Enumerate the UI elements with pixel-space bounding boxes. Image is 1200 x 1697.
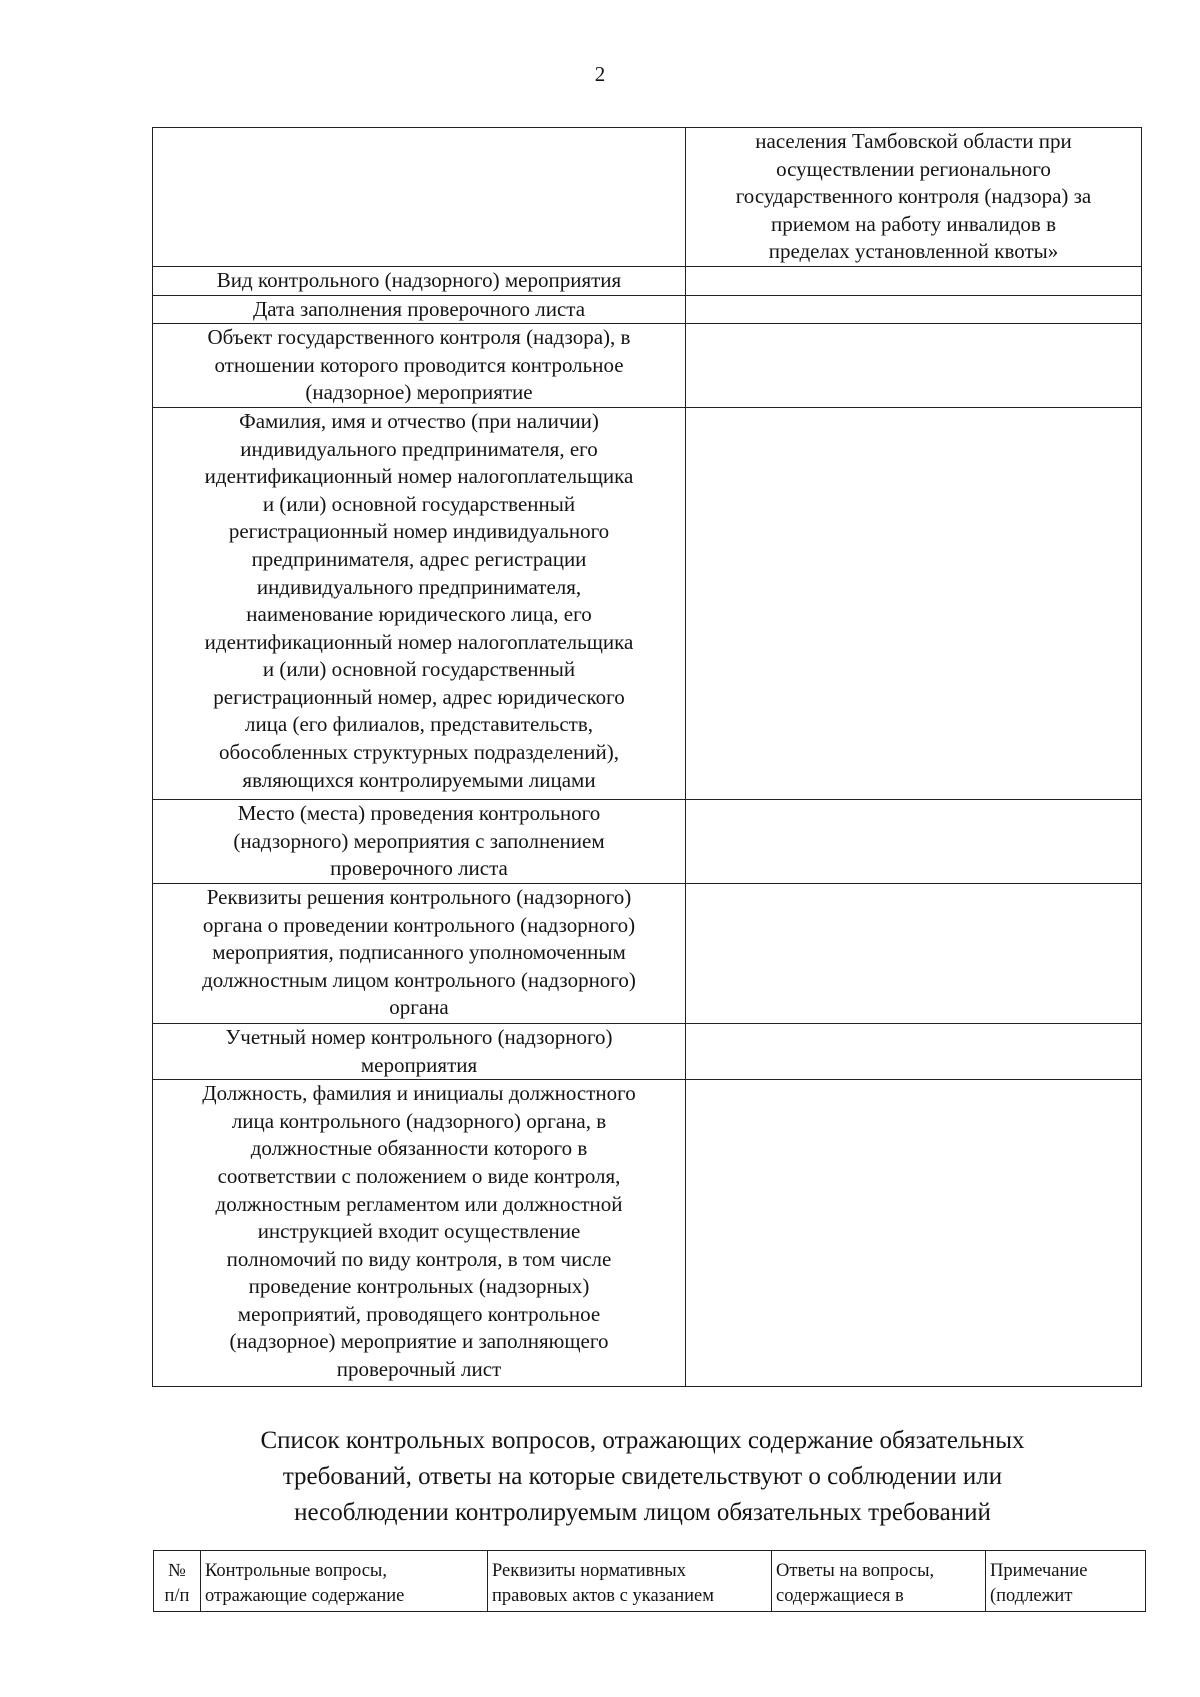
value-cell xyxy=(686,128,1142,267)
value-cell xyxy=(686,295,1142,324)
label-line: отношении которого проводится контрольное xyxy=(214,352,624,377)
header-line: (подлежит xyxy=(990,1586,1073,1606)
label-line: лица (его филиалов, представительств, xyxy=(244,712,594,737)
table-row xyxy=(153,883,1142,1023)
label-line: Вид контрольного (надзорного) мероприятия xyxy=(216,267,622,292)
label-line: Фамилия, имя и отчество (при наличии) xyxy=(239,408,599,433)
label-line: предпринимателя, адрес регистрации xyxy=(251,546,587,571)
header-line: содержащиеся в xyxy=(776,1586,904,1606)
checklist-questions-title xyxy=(150,1423,1135,1531)
label-line: (надзорное) мероприятие xyxy=(305,380,533,405)
label-line: индивидуального предпринимателя, его xyxy=(240,436,598,461)
table-row xyxy=(153,407,1142,799)
column-header-number xyxy=(154,1551,201,1612)
label-cell xyxy=(153,1023,686,1079)
label-line: органа xyxy=(389,995,449,1020)
label-line: мероприятия, подписанного уполномоченным xyxy=(212,940,626,965)
label-line: органа о проведении контрольного (надзорного) xyxy=(202,912,636,937)
header-line: отражающие содержание xyxy=(205,1586,405,1606)
value-cell xyxy=(686,407,1142,799)
label-line: Дата заполнения проверочного листа xyxy=(252,296,586,321)
header-line: Контрольные вопросы, xyxy=(205,1561,387,1581)
column-header-legal-acts xyxy=(488,1551,772,1612)
label-line: Должность, фамилия и инициалы должностного xyxy=(202,1081,636,1106)
checklist-info-table xyxy=(152,127,1142,1387)
value-cell xyxy=(686,324,1142,408)
control-questions-table xyxy=(153,1550,1146,1612)
label-line: мероприятия xyxy=(360,1052,478,1077)
header-line: правовых актов с указанием xyxy=(492,1586,714,1606)
label-line: проверочного листа xyxy=(330,856,508,881)
value-line: пределах установленной квоты» xyxy=(768,239,1059,264)
label-line: должностные обязанности которого в xyxy=(250,1136,588,1161)
label-cell xyxy=(153,1080,686,1387)
header-line: № xyxy=(168,1561,186,1581)
label-line: являющихся контролируемыми лицами xyxy=(242,767,596,792)
label-line: обособленных структурных подразделений), xyxy=(218,740,620,765)
label-line: должностным регламентом или должностной xyxy=(215,1191,623,1216)
label-cell xyxy=(153,883,686,1023)
value-cell xyxy=(686,883,1142,1023)
title-line: Список контрольных вопросов, отражающих содержание обязательных xyxy=(260,1427,1025,1454)
table-row xyxy=(153,266,1142,295)
label-line: Место (места) проведения контрольного xyxy=(237,800,601,825)
table-header-row xyxy=(154,1551,1146,1612)
title-line: несоблюдении контролируемым лицом обязательных требований xyxy=(294,1499,991,1526)
page-number: 2 xyxy=(594,62,606,86)
label-cell xyxy=(153,128,686,267)
label-line: (надзорного) мероприятия с заполнением xyxy=(233,828,605,853)
label-line: регистрационный номер индивидуального xyxy=(228,519,610,544)
label-line: и (или) основной государственный xyxy=(262,491,576,516)
label-line: наименование юридического лица, его xyxy=(246,602,592,627)
value-line: государственного контроля (надзора) за xyxy=(735,184,1092,209)
label-line: идентификационный номер налогоплательщика xyxy=(204,629,634,654)
value-line: населения Тамбовской области при xyxy=(755,129,1072,153)
value-line: осуществлении регионального xyxy=(776,156,1051,181)
column-header-answers xyxy=(772,1551,986,1612)
table-row xyxy=(153,799,1142,883)
label-line: инструкцией входит осуществление xyxy=(257,1219,581,1244)
label-line: Объект государственного контроля (надзора), в xyxy=(207,325,631,350)
column-header-note xyxy=(986,1551,1146,1612)
label-cell xyxy=(153,407,686,799)
label-line: лица контрольного (надзорного) органа, в xyxy=(231,1108,607,1133)
table-row xyxy=(153,295,1142,324)
label-line: проверочный лист xyxy=(336,1357,502,1382)
label-line: (надзорное) мероприятие и заполняющего xyxy=(229,1329,609,1354)
label-cell xyxy=(153,266,686,295)
label-line: идентификационный номер налогоплательщика xyxy=(204,464,634,489)
header-line: Ответы на вопросы, xyxy=(776,1561,935,1581)
label-line: регистрационный номер, адрес юридического xyxy=(213,684,625,709)
header-line: Реквизиты нормативных xyxy=(492,1561,686,1581)
label-line: индивидуального предпринимателя, xyxy=(256,574,582,599)
table-row xyxy=(153,128,1142,267)
table-row xyxy=(153,324,1142,408)
value-cell xyxy=(686,799,1142,883)
table-row xyxy=(153,1023,1142,1079)
value-cell xyxy=(686,1080,1142,1387)
table-row xyxy=(153,1080,1142,1387)
label-line: проведение контрольных (надзорных) xyxy=(248,1274,590,1299)
label-line: и (или) основной государственный xyxy=(262,657,576,682)
label-cell xyxy=(153,295,686,324)
label-line: должностным лицом контрольного (надзорного) xyxy=(202,967,636,992)
label-cell xyxy=(153,799,686,883)
label-line: Реквизиты решения контрольного (надзорного) xyxy=(206,884,632,909)
value-line: приемом на работу инвалидов в xyxy=(770,211,1057,236)
label-line: мероприятий, проводящего контрольное xyxy=(237,1301,601,1326)
value-cell xyxy=(686,266,1142,295)
title-line: требований, ответы на которые свидетельствуют о соблюдении или xyxy=(282,1463,1003,1490)
label-line: соответствии с положением о виде контроля, xyxy=(217,1163,621,1188)
header-line: п/п xyxy=(164,1586,190,1606)
column-header-questions xyxy=(201,1551,488,1612)
value-cell xyxy=(686,1023,1142,1079)
label-line: Учетный номер контрольного (надзорного) xyxy=(225,1024,613,1049)
header-line: Примечание xyxy=(990,1561,1088,1581)
label-line: полномочий по виду контроля, в том числе xyxy=(226,1246,612,1271)
label-cell xyxy=(153,324,686,408)
